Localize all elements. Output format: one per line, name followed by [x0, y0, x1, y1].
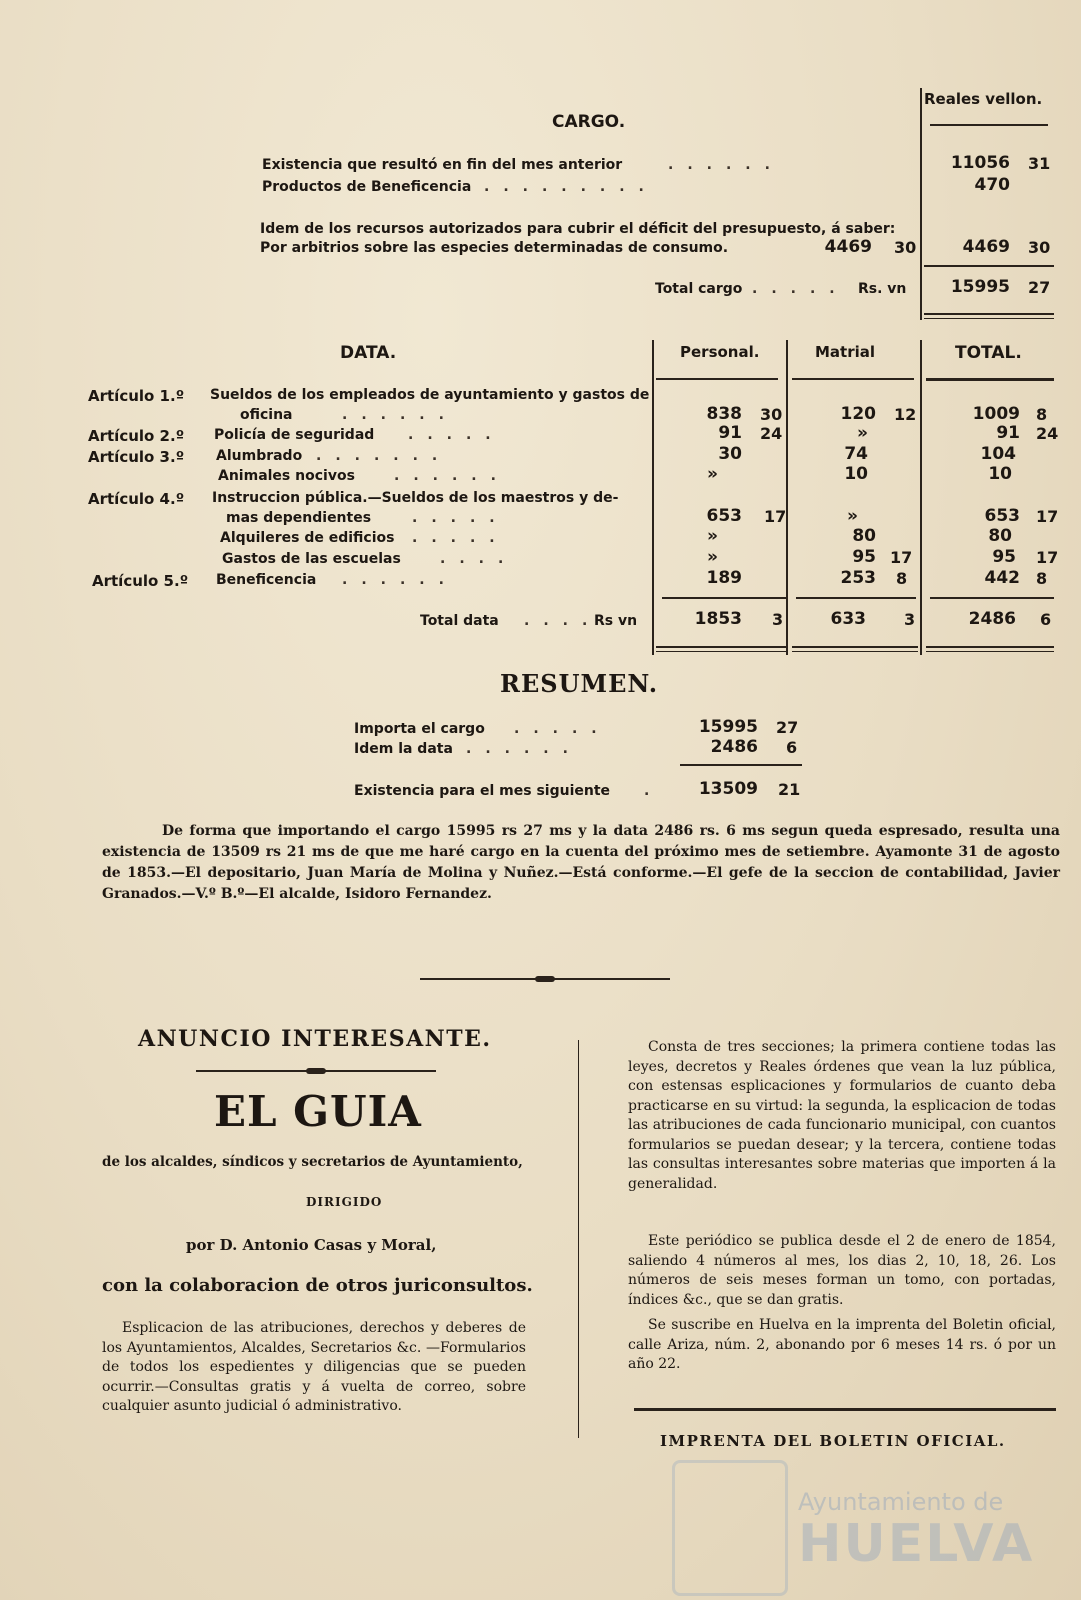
cargo-header-rule — [930, 124, 1048, 126]
anuncio-column-rule — [578, 1040, 579, 1438]
material-reales: » — [847, 506, 858, 526]
resumen-row-reales: 2486 — [710, 737, 758, 757]
total-reales: 1009 — [972, 404, 1020, 424]
material-reales: 95 — [852, 547, 876, 567]
material-cents: 17 — [890, 548, 913, 567]
resumen-row-label: Importa el cargo — [354, 721, 485, 737]
leader-dots: ...... — [394, 468, 510, 484]
data-heading: DATA. — [340, 343, 397, 363]
data-row-label: Beneficencia — [216, 572, 317, 588]
data-row-label-cont: mas dependientes — [226, 510, 372, 526]
personal-reales: 838 — [706, 404, 742, 424]
guia-right-paragraph-1: Consta de tres secciones; la primera contiene todas las leyes, decretos y Reales órdenes que vean la luz pública, con estensas esplicaciones y formularios de cuanto deba practicarse en su virtud: la segunda, la esplicacion de todas las atribuciones de cada funcionario municipal, con cuantos formularios se puedan desear; y la tercera, contiene todas las consultas interesantes sobre materias que importen á la generalidad. — [628, 1039, 1056, 1192]
total-cargo-label: Total cargo — [655, 281, 743, 297]
arbitrios-cents: 30 — [1028, 238, 1051, 257]
total-cents: 24 — [1036, 424, 1059, 443]
watermark-line1: Ayuntamiento de — [798, 1488, 1004, 1516]
recursos-line: Idem de los recursos autorizados para cubrir el déficit del presupuesto, á saber: — [260, 221, 896, 237]
total-reales: 95 — [992, 547, 1016, 567]
personal-total-cents: 3 — [772, 610, 784, 629]
resumen-row-cents: 6 — [786, 738, 798, 757]
guia-right-paragraph-3: Se suscribe en Huelva en la imprenta del Boletin oficial, calle Ariza, núm. 2, abonando por 6 meses 14 rs. ó por un año 22. — [628, 1317, 1056, 1372]
arbitrios-reales: 4469 — [962, 237, 1010, 257]
guia-collab: con la colaboracion de otros juriconsultos. — [102, 1275, 533, 1296]
data-row-label: Alquileres de edificios — [220, 530, 395, 546]
arbitrios-line: Por arbitrios sobre las especies determinadas de consumo. — [260, 240, 729, 256]
leader-dots: ..... — [412, 510, 509, 526]
data-row-label: Policía de seguridad — [214, 427, 375, 443]
grand-total-cents: 6 — [1040, 610, 1052, 629]
material-total-cents: 3 — [904, 610, 916, 629]
personal-total: 1853 — [694, 609, 742, 629]
personal-reales: » — [707, 526, 718, 546]
total-cargo-cents: 27 — [1028, 278, 1051, 297]
article-label: Artículo 5.º — [92, 572, 189, 590]
material-reales: 10 — [844, 464, 868, 484]
leader-dots: ..... — [408, 427, 505, 443]
personal-reales: 189 — [706, 568, 742, 588]
resumen-row-cents: 21 — [778, 780, 801, 799]
article-label: Artículo 3.º — [88, 448, 185, 466]
material-reales: » — [857, 423, 868, 443]
total-cents: 8 — [1036, 569, 1048, 588]
data-col-rule-3 — [920, 340, 922, 655]
total-reales: 91 — [996, 423, 1020, 443]
material-total-rule — [796, 597, 916, 599]
article-label: Artículo 2.º — [88, 427, 185, 445]
personal-reales: 91 — [718, 423, 742, 443]
personal-cents: 17 — [764, 507, 787, 526]
material-reales: 253 — [840, 568, 876, 588]
grand-total: 2486 — [968, 609, 1016, 629]
col-personal-header: Personal. — [680, 343, 760, 361]
leader-dots: ....... — [316, 448, 452, 464]
personal-reales: » — [707, 464, 718, 484]
material-header-rule — [792, 378, 914, 380]
resumen-row-reales: 15995 — [698, 717, 758, 737]
material-double-rule — [792, 646, 918, 652]
personal-cents: 30 — [760, 405, 783, 424]
cargo-column-rule — [920, 88, 922, 320]
guia-author: por D. Antonio Casas y Moral, — [186, 1236, 437, 1254]
guia-subtitle: de los alcaldes, síndicos y secretarios de Ayuntamiento, — [102, 1154, 523, 1170]
data-row-label: Sueldos de los empleados de ayuntamiento y gastos de — [210, 387, 650, 403]
data-col-rule-2 — [786, 340, 788, 655]
guia-left-paragraph: Esplicacion de las atribuciones, derechos y deberes de los Ayuntamientos, Alcaldes, Secretarios &c. —Formularios de todos los espedientes y diligencias que se pueden ocurrir.—Consultas gratis y á vuelta de correo, sobre cualquier asunto judicial ó administrativo. — [102, 1320, 526, 1414]
total-reales: 442 — [984, 568, 1020, 588]
col-total-header: TOTAL. — [955, 343, 1022, 363]
total-cents: 8 — [1036, 405, 1048, 424]
personal-total-rule — [662, 597, 786, 599]
leader-dots: ...... — [668, 157, 784, 173]
leader-dots: ......... — [484, 179, 658, 195]
material-reales: 74 — [844, 444, 868, 464]
resumen-row-cents: 27 — [776, 718, 799, 737]
cargo-heading: CARGO. — [552, 112, 626, 132]
total-header-rule — [926, 378, 1054, 381]
data-row-label-cont: oficina — [240, 407, 293, 423]
leader-dots: ...... — [466, 741, 582, 757]
arbitrios-inner-cents: 30 — [894, 238, 917, 257]
material-reales: 80 — [852, 526, 876, 546]
imprenta-footer: IMPRENTA DEL BOLETIN OFICIAL. — [660, 1432, 1006, 1450]
material-reales: 120 — [840, 404, 876, 424]
watermark-line2: HUELVA — [798, 1514, 1035, 1574]
personal-double-rule — [656, 646, 786, 652]
reales-vellon-header: Reales vellon. — [924, 90, 1043, 108]
total-cargo-rule — [924, 265, 1054, 267]
data-row-label: Alumbrado — [216, 448, 303, 464]
resumen-row-reales: 13509 — [698, 779, 758, 799]
imprenta-rule — [634, 1408, 1056, 1411]
total-cents: 17 — [1036, 548, 1059, 567]
cargo-row-cents: 31 — [1028, 154, 1051, 173]
material-total: 633 — [830, 609, 866, 629]
total-reales: 653 — [984, 506, 1020, 526]
article-label: Artículo 1.º — [88, 387, 185, 405]
data-row-label: Animales nocivos — [218, 468, 355, 484]
leader-dots: ...... — [342, 407, 458, 423]
cargo-row-reales: 11056 — [950, 153, 1010, 173]
resumen-heading: RESUMEN. — [500, 669, 659, 698]
data-row-label: Gastos de las escuelas — [222, 551, 401, 567]
guia-right-paragraph-2: Este periódico se publica desde el 2 de enero de 1854, saliendo 4 números al mes, los dias 2, 10, 18, 26. Los números de seis meses forman un tomo, con portadas, índices &c., que se dan gratis. — [628, 1233, 1056, 1308]
total-total-rule — [930, 597, 1054, 599]
personal-reales: 30 — [718, 444, 742, 464]
total-reales: 10 — [988, 464, 1012, 484]
leader-dots: .... — [524, 613, 602, 629]
total-data-unit: Rs vn — [594, 613, 638, 629]
city-logo-icon — [672, 1460, 788, 1596]
leader-dots: ..... — [412, 530, 509, 546]
data-col-rule-1 — [652, 340, 654, 655]
resumen-rule — [680, 764, 802, 766]
section-ornament — [420, 976, 670, 982]
total-reales: 80 — [988, 526, 1012, 546]
total-cargo-unit: Rs. vn — [858, 281, 907, 297]
personal-header-rule — [656, 378, 778, 380]
article-label: Artículo 4.º — [88, 490, 185, 508]
guia-dirigido: DIRIGIDO — [306, 1195, 383, 1209]
personal-reales: » — [707, 547, 718, 567]
material-cents: 12 — [894, 405, 917, 424]
arbitrios-inner-reales: 4469 — [824, 237, 872, 257]
total-double-rule — [926, 646, 1054, 652]
anuncio-heading: ANUNCIO INTERESANTE. — [138, 1026, 492, 1052]
total-data-label: Total data — [420, 613, 499, 629]
leader-dots: ...... — [342, 572, 458, 588]
total-reales: 104 — [980, 444, 1016, 464]
resumen-paragraph: De forma que importando el cargo 15995 rs 27 ms y la data 2486 rs. 6 ms segun queda espresado, resulta una existencia de 13509 rs 21 ms de que me haré cargo en la cuenta del próximo mes de setiembre. Ayamonte 31 de agosto de 1853.—El depositario, Juan María de Molina y Nuñez.—Está conforme.—El gefe de la seccion de contabilidad, Javier Granados.—V.º B.º—El alcalde, Isidoro Fernandez. — [102, 823, 1060, 902]
anuncio-ornament — [196, 1068, 436, 1074]
leader-dots: . — [644, 783, 664, 799]
guia-title: EL GUIA — [214, 1087, 422, 1136]
material-cents: 8 — [896, 569, 908, 588]
resumen-row-label: Idem la data — [354, 741, 453, 757]
leader-dots: .... — [440, 551, 518, 567]
cargo-row-reales: 470 — [974, 175, 1010, 195]
data-row-label: Instruccion pública.—Sueldos de los maestros y de- — [212, 490, 619, 506]
personal-cents: 24 — [760, 424, 783, 443]
col-material-header: Matrial — [815, 343, 876, 361]
personal-reales: 653 — [706, 506, 742, 526]
total-cargo-reales: 15995 — [950, 277, 1010, 297]
leader-dots: ..... — [514, 721, 611, 737]
leader-dots: ..... — [752, 281, 849, 297]
cargo-row-label: Existencia que resultó en fin del mes anterior — [262, 157, 623, 173]
cargo-row-label: Productos de Beneficencia — [262, 179, 472, 195]
total-cargo-double-rule — [924, 313, 1054, 319]
total-cents: 17 — [1036, 507, 1059, 526]
resumen-row-label: Existencia para el mes siguiente — [354, 783, 611, 799]
